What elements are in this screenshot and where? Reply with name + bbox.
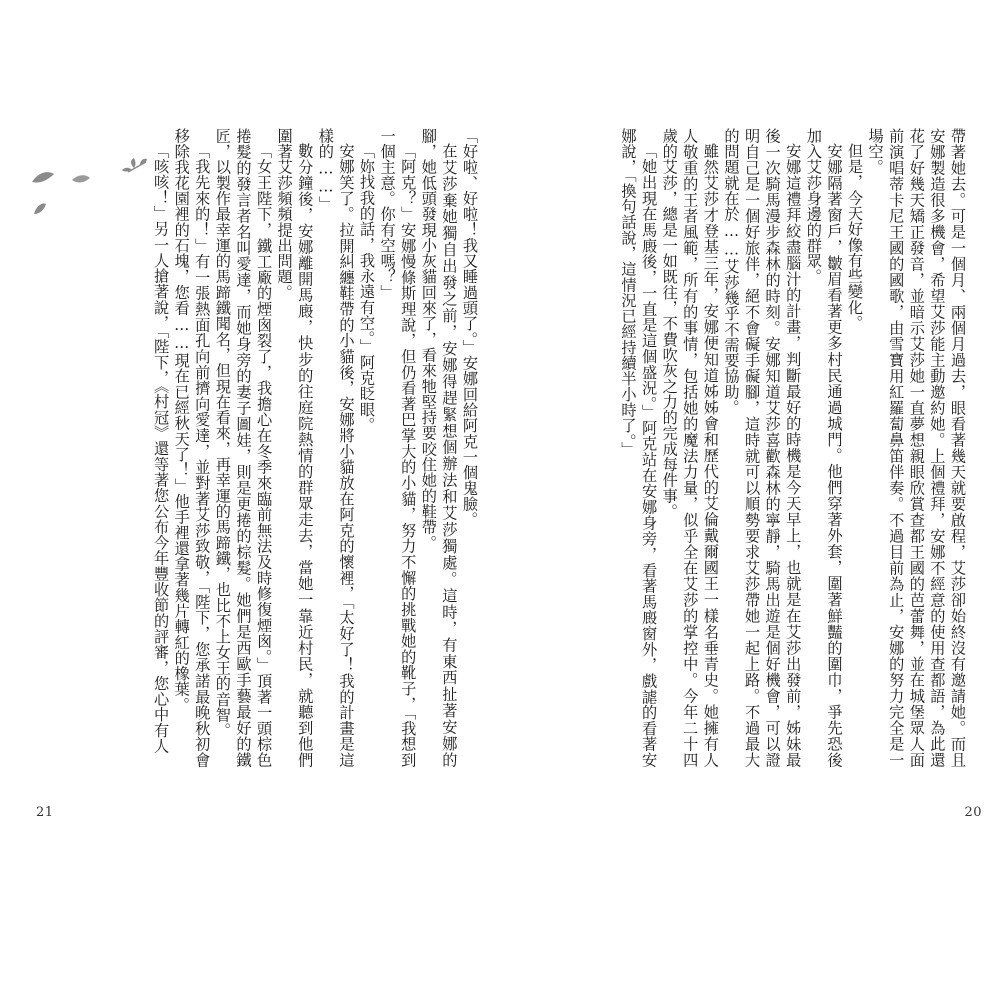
right-page-text [558,128,968,768]
right-page [548,128,982,828]
paragraph: 安娜笑了。拉開糾纏鞋帶的小貓後，安娜將小貓放在阿克的懷裡，「太好了！我的計畫是這樣的……」 [316,128,356,768]
paragraph: 「妳找我的話，我永遠有空。」阿克眨眼。 [358,143,377,433]
left-page [36,128,480,828]
paragraph: 帶著她去。可是一個月、兩個月過去，眼看著幾天就要啟程，艾莎卻始終沒有邀請她。而且安娜製造很多機會，希望艾莎能主動邀約她。上個禮拜，安娜不經意的使用查都語，為此還花了好幾天矯正發音，並暗示艾莎她一直夢想親眼欣賞查都王國的芭蕾舞，並在城堡眾人面前演唱蒂卡尼王國的國歌，由雪寶用紅羅蔔鼻笛伴奏。不過目前為止，安娜的努力完全是一場空。 [866,128,967,768]
page-number: 21 [36,805,54,820]
left-page-text [48,128,480,768]
paragraph: 「咳咳！」另一人搶著說，「陛下，《村冠》還等著您公布今年豐收節的評審，您心中有人 [152,143,171,754]
paragraph: 數分鐘後，安娜離開馬廄，快步的往庭院熱情的群眾走去，當她一靠近村民，就聽到他們圍著艾莎頻頻提出問題。 [275,128,315,768]
paragraph: 安娜這禮拜絞盡腦汁的計畫，判斷最好的時機是今天早上，也就是在艾莎出發前，姊妹最後一次騎馬漫步森林的時刻。安娜知道艾莎喜歡森林的寧靜，騎馬出遊是個好機會，可以證明自己是一個好旅伴，絕不會礙手礙腳，這時就可以順勢要求艾莎帶她一起上路。不過最大的問題就在於……艾莎幾乎不需要協助。 [722,128,803,768]
paragraph: 「女王陛下，鐵工廠的煙囪裂了，我擔心在冬季來臨前無法及時修復煙囪。」頂著一頭棕色捲髮的發言者名叫愛達，而她身旁的妻子圖娃，則是更捲的棕髮。她們是西歐手藝最好的鐵匠，以製作最幸運的馬蹄鐵聞名，但現在看來，再幸運的馬蹄鐵，也比不上女王的音智。 [213,128,274,768]
paragraph: 在艾莎棄她獨自出發之前，安娜得趕緊想個辦法和艾莎獨處。這時，有東西扯著安娜的腳，她低頭發現小灰貓回來了，看來牠堅持要咬住她的鞋帶。 [419,128,459,768]
paragraph: 「我先來的！」有一張熱面孔向前擠向愛達，並對著艾莎致敬，「陛下，您承諾最晚秋初會移除我花園裡的石塊，您看……現在已經秋天了！」他手裡還拿著幾片轉紅的橡葉。 [172,128,212,768]
paragraph: 但是，今天好像有些變化。 [846,143,865,331]
paragraph: 雖然艾莎才登基三年，安娜便知道姊姊會和歷代的艾倫戴爾國王一樣名垂青史。她擁有人人敬重的王者風範，所有的事情，包括她的魔法力量，似乎全在艾莎的掌控中。今年二十四歲的艾莎，總是一如既往，不費吹灰之力的完成每件事。 [660,128,720,768]
paragraph: 「阿克？」安娜慢條斯理說，但仍看著巴掌大的小貓，努力不懈的挑戰她的靴子，「我想到一個主意。你有空嗎？」 [378,128,418,768]
page-number: 20 [964,805,982,820]
paragraph: 「她出現在馬廄後，一直是這個盛況。」阿克站在安娜身旁，看著馬廄窗外，戲謔的看著安娜說，「換句話說，這情況已經持續半小時了。」 [619,128,659,768]
paragraph: 「好啦、好啦！我又睡過頭了。」安娜回給阿克一個鬼臉。 [461,128,479,528]
paragraph: 安娜隔著窗戶，皺眉看著更多村民通過城門。他們穿著外套，圍著鮮豔的圍巾，爭先恐後加入艾莎身邊的群眾。 [804,128,844,768]
